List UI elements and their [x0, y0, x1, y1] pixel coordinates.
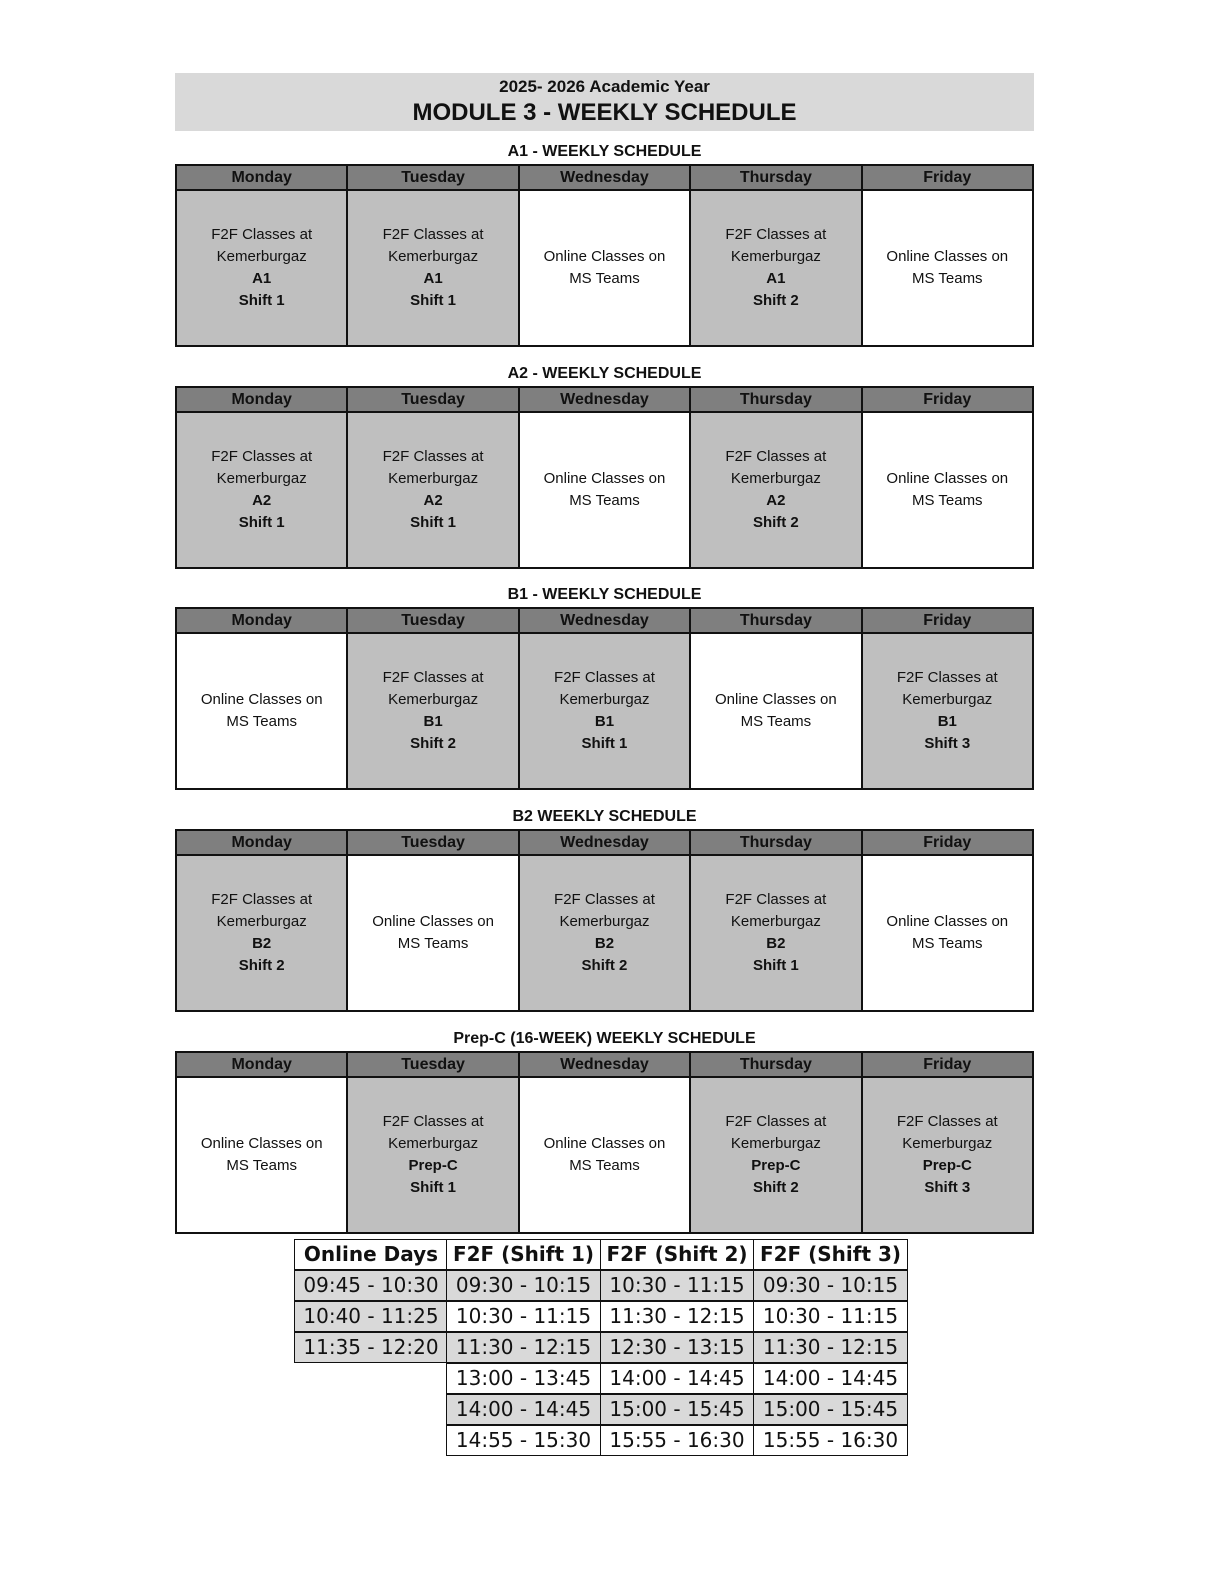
f2f-time: 10:30 - 11:15	[446, 1301, 601, 1332]
cell-text: Kemerburgaz	[902, 691, 993, 708]
day-header: Monday	[176, 1052, 347, 1077]
cell-text: Online Classes on	[715, 691, 837, 708]
times-header: F2F (Shift 2)	[600, 1239, 754, 1270]
online-time: 09:45 - 10:30	[294, 1270, 448, 1301]
schedule-title: B2 WEEKLY SCHEDULE	[512, 808, 697, 825]
f2f-time: 10:30 - 11:15	[753, 1301, 908, 1332]
schedule-section	[175, 583, 1034, 790]
schedule-title: B1 - WEEKLY SCHEDULE	[507, 586, 702, 603]
cell-detail: Shift 1	[238, 514, 285, 531]
cell-detail: Shift 2	[410, 735, 456, 752]
cell-detail: B2	[594, 935, 615, 952]
f2f-time: 12:30 - 13:15	[600, 1332, 754, 1363]
cell-detail: Shift 2	[581, 957, 628, 974]
cell-text: MS Teams	[569, 1157, 640, 1174]
f2f-class-cell	[690, 855, 861, 1011]
class-times-table	[294, 1239, 908, 1457]
cell-text: F2F Classes at	[382, 1113, 484, 1130]
cell-text: F2F Classes at	[896, 669, 998, 686]
schedule-title: Prep-C (16-WEEK) WEEKLY SCHEDULE	[453, 1030, 756, 1047]
cell-text: MS Teams	[569, 492, 640, 509]
page-title: MODULE 3 - WEEKLY SCHEDULE	[412, 99, 797, 126]
cell-text: Kemerburgaz	[388, 470, 479, 487]
cell-detail: Shift 2	[752, 292, 799, 309]
f2f-time: 14:00 - 14:45	[753, 1363, 908, 1394]
cell-text: MS Teams	[226, 713, 297, 730]
online-class-cell	[862, 412, 1033, 568]
f2f-class-cell	[862, 633, 1033, 789]
cell-detail: A1	[252, 270, 272, 287]
day-header: Wednesday	[519, 830, 690, 855]
f2f-class-cell	[176, 855, 347, 1011]
cell-detail: A2	[252, 492, 272, 509]
cell-text: F2F Classes at	[554, 669, 655, 686]
online-class-cell	[519, 1077, 690, 1233]
cell-text: MS Teams	[911, 492, 983, 509]
f2f-class-cell	[176, 412, 347, 568]
times-header: F2F (Shift 3)	[753, 1239, 908, 1270]
day-header: Tuesday	[347, 608, 518, 633]
cell-detail: Prep-C	[408, 1157, 458, 1174]
f2f-class-cell	[347, 1077, 518, 1233]
f2f-class-cell	[176, 190, 347, 346]
cell-text: MS Teams	[226, 1157, 297, 1174]
f2f-class-cell	[690, 1077, 861, 1233]
cell-text: Online Classes on	[543, 470, 666, 487]
online-time: 10:40 - 11:25	[294, 1301, 448, 1332]
cell-detail: Shift 1	[410, 292, 456, 309]
cell-detail: A1	[766, 270, 786, 287]
cell-detail: Shift 1	[410, 514, 456, 531]
f2f-class-cell	[690, 190, 861, 346]
cell-text: F2F Classes at	[554, 891, 655, 908]
cell-text: Kemerburgaz	[730, 913, 821, 930]
cell-text: F2F Classes at	[725, 1113, 827, 1130]
cell-text: Kemerburgaz	[216, 913, 307, 930]
cell-detail: Shift 1	[752, 957, 799, 974]
f2f-time: 09:30 - 10:15	[446, 1270, 601, 1301]
day-header: Wednesday	[519, 608, 690, 633]
day-header: Thursday	[690, 165, 861, 190]
cell-detail: Shift 2	[238, 957, 285, 974]
day-header: Wednesday	[519, 387, 690, 412]
f2f-time: 13:00 - 13:45	[446, 1363, 601, 1394]
cell-text: Kemerburgaz	[730, 248, 821, 265]
weekly-schedule-table	[175, 164, 1034, 347]
cell-text: Online Classes on	[543, 248, 666, 265]
online-class-cell	[519, 412, 690, 568]
day-header: Wednesday	[519, 165, 690, 190]
cell-text: Kemerburgaz	[388, 248, 479, 265]
f2f-time: 15:00 - 15:45	[600, 1394, 754, 1425]
cell-text: MS Teams	[911, 935, 983, 952]
cell-text: Online Classes on	[200, 1135, 323, 1152]
online-class-cell	[176, 1077, 347, 1233]
f2f-time: 11:30 - 12:15	[753, 1332, 908, 1363]
day-header: Tuesday	[347, 165, 518, 190]
f2f-class-cell	[347, 190, 518, 346]
cell-text: MS Teams	[569, 270, 640, 287]
cell-text: Kemerburgaz	[559, 913, 650, 930]
cell-text: Kemerburgaz	[216, 248, 307, 265]
times-header: F2F (Shift 1)	[446, 1239, 601, 1270]
f2f-time: 15:55 - 16:30	[600, 1425, 754, 1456]
f2f-time: 14:00 - 14:45	[446, 1394, 601, 1425]
cell-text: MS Teams	[740, 713, 812, 730]
cell-text: Kemerburgaz	[559, 691, 650, 708]
f2f-class-cell	[690, 412, 861, 568]
cell-detail: Shift 3	[924, 735, 971, 752]
day-header: Wednesday	[519, 1052, 690, 1077]
online-class-cell	[176, 633, 347, 789]
f2f-class-cell	[347, 412, 518, 568]
cell-text: F2F Classes at	[725, 448, 827, 465]
day-header: Thursday	[690, 387, 861, 412]
f2f-time: 14:55 - 15:30	[446, 1425, 601, 1456]
online-class-cell	[862, 855, 1033, 1011]
cell-text: Kemerburgaz	[730, 1135, 821, 1152]
cell-detail: Shift 2	[752, 1179, 799, 1196]
f2f-time: 15:00 - 15:45	[753, 1394, 908, 1425]
cell-text: Online Classes on	[372, 913, 494, 930]
cell-detail: A2	[766, 492, 786, 509]
cell-text: F2F Classes at	[382, 669, 484, 686]
page-banner	[175, 73, 1034, 131]
cell-text: F2F Classes at	[725, 891, 827, 908]
day-header: Monday	[176, 608, 347, 633]
cell-detail: B1	[594, 713, 615, 730]
cell-detail: Prep-C	[922, 1157, 972, 1174]
schedule-title: A1 - WEEKLY SCHEDULE	[507, 143, 702, 160]
f2f-class-cell	[519, 633, 690, 789]
online-time: 11:35 - 12:20	[294, 1332, 448, 1363]
cell-text: Kemerburgaz	[388, 691, 479, 708]
schedule-section	[175, 140, 1034, 347]
cell-text: Online Classes on	[543, 1135, 666, 1152]
cell-text: MS Teams	[397, 935, 469, 952]
f2f-time: 10:30 - 11:15	[600, 1270, 754, 1301]
day-header: Friday	[862, 608, 1033, 633]
weekly-schedule-table	[175, 607, 1034, 790]
cell-text: Online Classes on	[886, 913, 1009, 930]
cell-text: Kemerburgaz	[902, 1135, 993, 1152]
f2f-time: 15:55 - 16:30	[753, 1425, 908, 1456]
cell-text: MS Teams	[911, 270, 983, 287]
day-header: Tuesday	[347, 1052, 518, 1077]
day-header: Tuesday	[347, 387, 518, 412]
cell-detail: B1	[423, 713, 443, 730]
day-header: Tuesday	[347, 830, 518, 855]
f2f-class-cell	[347, 633, 518, 789]
day-header: Friday	[862, 830, 1033, 855]
cell-detail: A1	[423, 270, 443, 287]
cell-text: Online Classes on	[886, 470, 1009, 487]
cell-detail: Shift 1	[581, 735, 628, 752]
online-class-cell	[347, 855, 518, 1011]
f2f-time: 14:00 - 14:45	[600, 1363, 754, 1394]
day-header: Thursday	[690, 1052, 861, 1077]
cell-text: F2F Classes at	[382, 226, 484, 243]
f2f-time: 09:30 - 10:15	[753, 1270, 908, 1301]
day-header: Monday	[176, 387, 347, 412]
day-header: Friday	[862, 387, 1033, 412]
times-header: Online Days	[294, 1239, 448, 1270]
cell-detail: Shift 1	[410, 1179, 456, 1196]
cell-detail: A2	[423, 492, 443, 509]
cell-detail: B2	[252, 935, 272, 952]
f2f-class-cell	[862, 1077, 1033, 1233]
schedule-section	[175, 362, 1034, 569]
cell-text: F2F Classes at	[211, 891, 313, 908]
cell-text: F2F Classes at	[211, 448, 313, 465]
schedule-sheet	[175, 73, 1034, 131]
academic-year: 2025- 2026 Academic Year	[499, 77, 710, 96]
weekly-schedule-table	[175, 829, 1034, 1012]
schedule-title: A2 - WEEKLY SCHEDULE	[507, 365, 702, 382]
cell-text: Kemerburgaz	[388, 1135, 479, 1152]
cell-text: Online Classes on	[886, 248, 1009, 265]
cell-detail: Shift 3	[924, 1179, 971, 1196]
cell-text: F2F Classes at	[896, 1113, 998, 1130]
day-header: Thursday	[690, 608, 861, 633]
cell-detail: B1	[937, 713, 957, 730]
day-header: Friday	[862, 1052, 1033, 1077]
schedule-section	[175, 805, 1034, 1012]
cell-text: Kemerburgaz	[730, 470, 821, 487]
cell-text: Kemerburgaz	[216, 470, 307, 487]
weekly-schedule-table	[175, 386, 1034, 569]
schedule-section	[175, 1027, 1034, 1234]
cell-text: F2F Classes at	[725, 226, 827, 243]
day-header: Thursday	[690, 830, 861, 855]
cell-text: F2F Classes at	[211, 226, 313, 243]
day-header: Monday	[176, 165, 347, 190]
f2f-class-cell	[519, 855, 690, 1011]
online-class-cell	[690, 633, 861, 789]
f2f-time: 11:30 - 12:15	[600, 1301, 754, 1332]
online-class-cell	[862, 190, 1033, 346]
cell-detail: Shift 1	[238, 292, 285, 309]
cell-detail: Prep-C	[751, 1157, 801, 1174]
cell-text: F2F Classes at	[382, 448, 484, 465]
cell-text: Online Classes on	[200, 691, 323, 708]
online-class-cell	[519, 190, 690, 346]
f2f-time: 11:30 - 12:15	[446, 1332, 601, 1363]
day-header: Friday	[862, 165, 1033, 190]
cell-detail: B2	[766, 935, 786, 952]
day-header: Monday	[176, 830, 347, 855]
cell-detail: Shift 2	[752, 514, 799, 531]
weekly-schedule-table	[175, 1051, 1034, 1234]
